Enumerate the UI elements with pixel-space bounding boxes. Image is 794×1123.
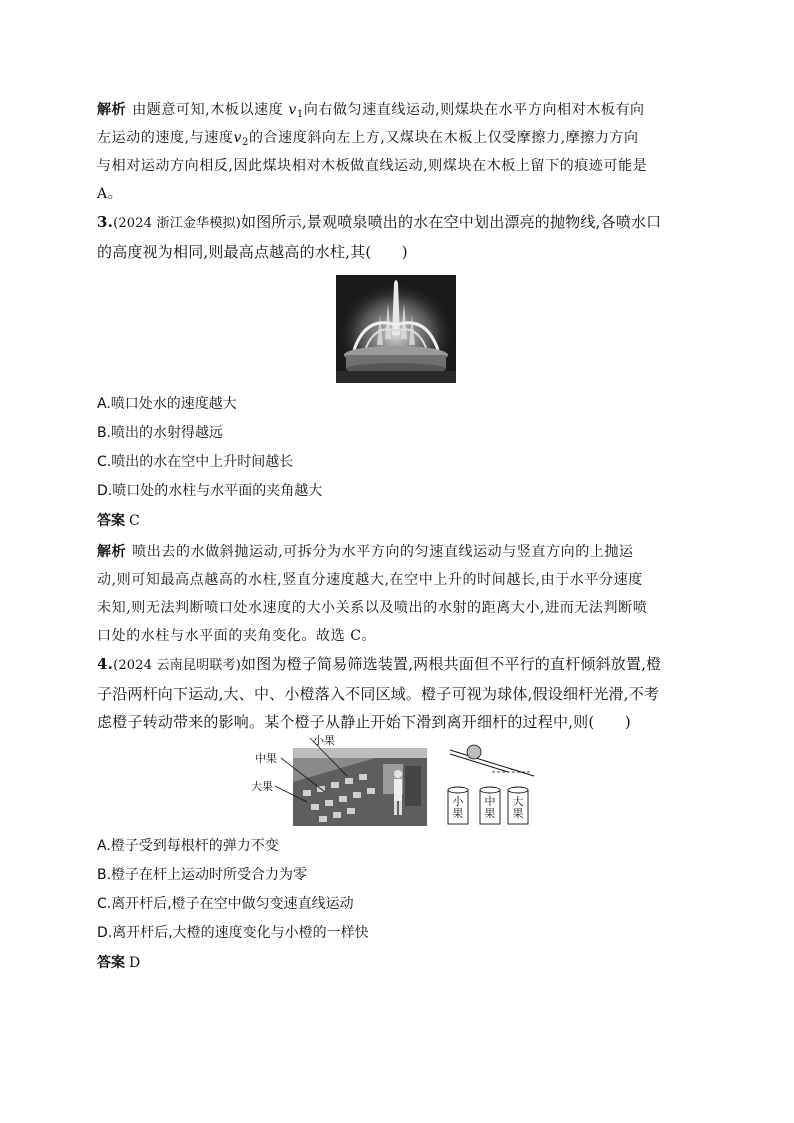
label-large-fruit: 大果 [251, 780, 273, 793]
q3-option-d[interactable]: D.喷口处的水柱与水平面的夹角越大 [97, 483, 323, 499]
q2-explanation-line-4: A。 [97, 186, 123, 202]
q4-option-b[interactable]: B.橙子在杆上运动时所受合力为零 [97, 867, 308, 883]
q3-explanation-line-1: 解析 喷出去的水做斜抛运动,可拆分为水平方向的匀速直线运动与竖直方向的上抛运 [97, 544, 634, 560]
bin-large: 大 果 [512, 795, 524, 820]
q2-explanation-line-1: 解析 由题意可知,木板以速度 $v_1$向右做匀速直线运动,则煤块在水平方向相对木板有向 [97, 102, 645, 120]
q4-answer-value: D [129, 955, 141, 971]
q3-stem-line-1: 3.(2024 浙江金华模拟)如图所示,景观喷泉喷出的水在空中划出漂亮的抛物线,各喷水口 [97, 213, 662, 231]
q3-stem-line-2: 的高度视为相同,则最高点越高的水柱,其( ) [97, 243, 408, 261]
q2-explanation-line-2: 左运动的速度,与速度$v_2$的合速度斜向左上方,又煤块在木板上仅受摩擦力,摩擦力方向 [97, 130, 639, 148]
q3-explanation [97, 538, 697, 650]
orange-sorter-photo [251, 730, 427, 826]
q4-stem-line-2: 子沿两杆向下运动,大、中、小橙落入不同区域。橙子可视为球体,假设细杆光滑,不考 [97, 685, 660, 703]
q3-options [97, 390, 697, 506]
q4-answer [97, 949, 697, 977]
bin-small: 小 果 [452, 795, 464, 820]
q3-explanation-line-3: 未知,则无法判断喷口处水速度的大小关系以及喷出的水射的距离大小,进而无法判断喷 [97, 600, 648, 616]
q4-stem [97, 650, 697, 736]
explanation-tag: 解析 [97, 102, 127, 118]
label-medium-fruit: 中果 [255, 752, 277, 765]
q3-explanation-line-2: 动,则可知最高点越高的水柱,竖直分速度越大,在空中上升的时间越长,由于水平分速度 [97, 572, 643, 588]
q4-source: (2024 云南昆明联考) [113, 658, 242, 673]
q2-explanation [97, 96, 697, 208]
explanation-tag: 解析 [97, 544, 127, 560]
q4-number: 4. [97, 655, 114, 673]
bin-medium: 中 果 [484, 795, 496, 820]
q2-explanation-line-3: 与相对运动方向相反,因此煤块相对木板做直线运动,则煤块在木板上留下的痕迹可能是 [97, 158, 648, 174]
q4-option-d[interactable]: D.离开杆后,大橙的速度变化与小橙的一样快 [97, 925, 369, 941]
sorter-schematic [444, 742, 536, 828]
q3-answer [97, 507, 697, 535]
label-small-fruit: 小果 [313, 734, 335, 747]
q4-option-a[interactable]: A.橙子受到每根杆的弹力不变 [97, 838, 279, 854]
q3-option-b[interactable]: B.喷出的水射得越远 [97, 425, 224, 441]
q4-options [97, 832, 697, 948]
q3-option-c[interactable]: C.喷出的水在空中上升时间越长 [97, 454, 294, 470]
q3-explanation-line-4: 口处的水柱与水平面的夹角变化。故选 C。 [97, 628, 377, 644]
fountain-photo [336, 275, 456, 383]
q3-source: (2024 浙江金华模拟) [113, 216, 242, 231]
q3-stem [97, 208, 697, 266]
q3-option-a[interactable]: A.喷口处水的速度越大 [97, 396, 237, 412]
answer-tag: 答案 [97, 955, 125, 971]
q3-number: 3. [97, 213, 114, 231]
answer-tag: 答案 [97, 513, 125, 529]
q4-option-c[interactable]: C.离开杆后,橙子在空中做匀变速直线运动 [97, 896, 354, 912]
q4-stem-line-3: 虑橙子转动带来的影响。某个橙子从静止开始下滑到离开细杆的过程中,则( ) [97, 713, 631, 731]
q4-stem-line-1: 4.(2024 云南昆明联考)如图为橙子简易筛选装置,两根共面但不平行的直杆倾斜放置,橙 [97, 655, 662, 673]
q3-answer-value: C [129, 513, 140, 529]
